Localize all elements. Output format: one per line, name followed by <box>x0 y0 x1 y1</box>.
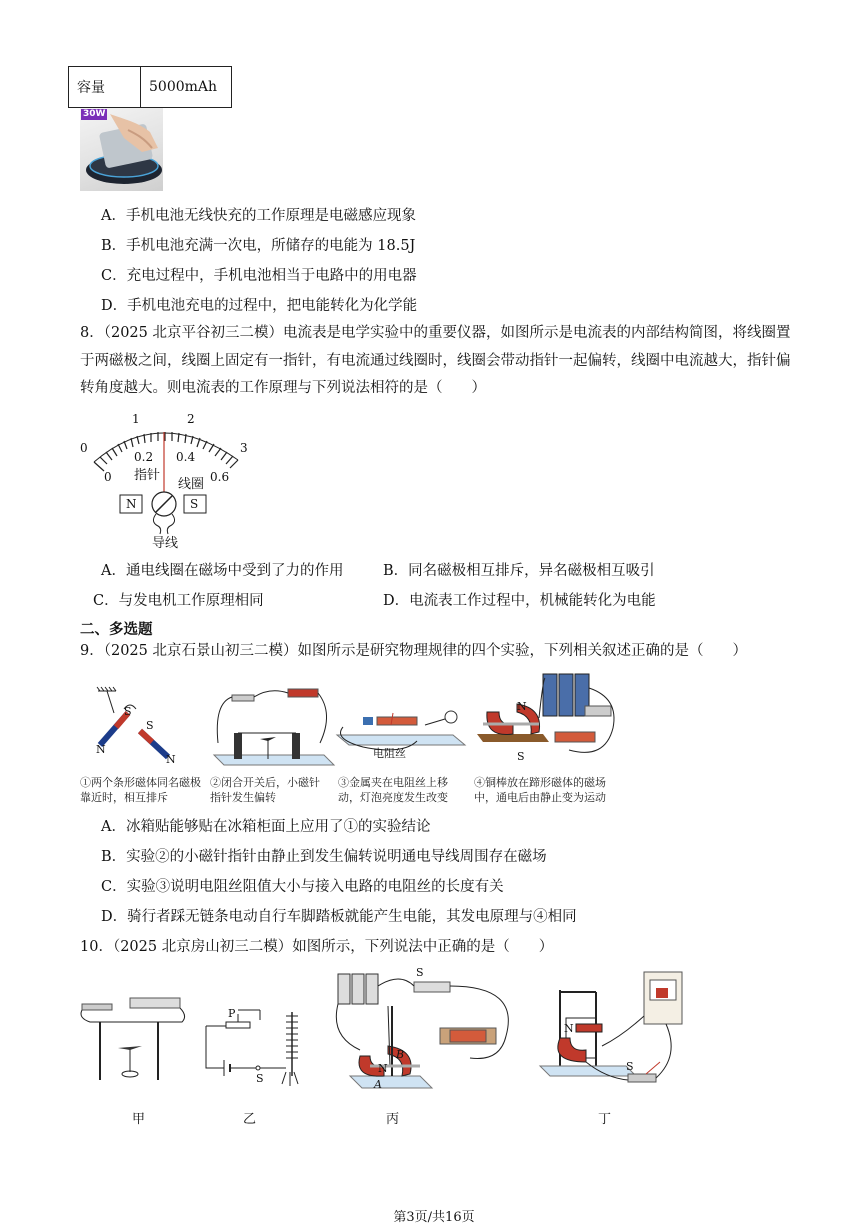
fig1-n-right: N <box>166 753 176 766</box>
q8-option-b: B．同名磁极相互排斥，异名磁极相互吸引 <box>383 563 655 579</box>
q8-stem: 8．（2025 北京平谷初三二模）电流表是电学实验中的重要仪器，如图所示是电流表的内部结构简图，将线圈置于两磁极之间，线圈上固定有一指针，有电流通过线圈时，线圈会带动指针一起偏转，线圈中电流越大，指针偏转角度越大。则电流表的工作原理与下列说法相符的是（ ） <box>80 325 791 396</box>
bing-n-label: N <box>378 1062 388 1075</box>
scale-bottom-1: 0.2 <box>134 450 154 464</box>
q9-caption-3: ③金属夹在电阻丝上移动，灯泡亮度发生改变 <box>338 776 448 804</box>
spec-table <box>68 66 232 108</box>
fig1-n-left: N <box>96 743 106 756</box>
resistor-wire-label: 电阻丝 <box>373 747 406 760</box>
q10-figure-jia <box>78 988 188 1086</box>
yi-s-label: S <box>256 1072 264 1085</box>
q9-caption-4: ④铜棒放在蹄形磁体的磁场中，通电后由静止变为运动 <box>474 776 606 804</box>
q9-stem: 9．（2025 北京石景山初三二模）如图所示是研究物理规律的四个实验，下列相关叙述正确的是（ ） <box>80 643 747 659</box>
pole-s: S <box>190 497 199 511</box>
bing-s-label: S <box>416 966 424 979</box>
wireless-charger-photo <box>80 108 163 191</box>
spec-value: 5000mAh <box>141 67 232 108</box>
q10-stem: 10．（2025 北京房山初三二模）如图所示，下列说法中正确的是（ ） <box>80 939 554 955</box>
q10-figure-ding <box>536 966 686 1096</box>
scale-top-2: 2 <box>187 412 195 426</box>
fig1-s-top: S <box>124 705 132 718</box>
q9-option-b: B．实验②的小磁针指针由静止到发生偏转说明通电导线周围存在磁场 <box>101 849 547 865</box>
ammeter-figure <box>76 410 256 552</box>
q8-option-d: D．电流表工作过程中，机械能转化为电能 <box>383 593 656 609</box>
ding-n-label: N <box>564 1022 574 1035</box>
q10-label-ding: 丁 <box>598 1112 612 1127</box>
scale-bottom-0: 0 <box>104 470 112 484</box>
q9-caption-1: ①两个条形磁体同名磁极靠近时，相互排斥 <box>80 776 201 804</box>
q10-figure-yi <box>200 1006 310 1096</box>
q10-label-yi: 乙 <box>243 1112 257 1127</box>
pointer-label: 指针 <box>134 468 161 483</box>
ding-s-label: S <box>626 1060 634 1073</box>
q9-option-a: A．冰箱贴能够贴在冰箱柜面上应用了①的实验结论 <box>101 819 431 835</box>
scale-top-1: 1 <box>132 412 140 426</box>
fig1-s-right: S <box>146 719 154 732</box>
wire-label: 导线 <box>152 536 179 551</box>
bing-b-label: B <box>396 1048 405 1061</box>
bing-a-label: A <box>374 1078 382 1091</box>
pole-n: N <box>126 497 137 511</box>
scale-top-0: 0 <box>80 441 88 455</box>
q10-label-jia: 甲 <box>132 1112 146 1127</box>
fig4-s-label: S <box>517 750 525 763</box>
q10-label-bing: 丙 <box>386 1112 400 1127</box>
q9-figure-3 <box>333 683 468 773</box>
coil-label: 线圈 <box>178 477 205 492</box>
scale-bottom-3: 0.6 <box>210 470 230 484</box>
q8-option-c: C．与发电机工作原理相同 <box>93 593 264 609</box>
scale-top-3: 3 <box>240 441 248 455</box>
spec-label: 容量 <box>69 67 141 108</box>
q7-option-d: D．手机电池充电的过程中，把电能转化为化学能 <box>101 298 418 314</box>
q9-caption-2: ②闭合开关后，小磁针指针发生偏转 <box>210 776 320 804</box>
fig4-n-label: N <box>517 700 527 713</box>
yi-p-label: P <box>228 1007 236 1020</box>
q9-figure-1 <box>80 683 205 773</box>
q9-figure-2 <box>208 683 336 773</box>
q7-option-c: C．充电过程中，手机电池相当于电路中的用电器 <box>101 268 417 284</box>
page-footer: 第3页/共16页 <box>393 1210 475 1225</box>
q7-option-b: B．手机电池充满一次电，所储存的电能为 18.5J <box>101 238 416 254</box>
q7-option-a: A．手机电池无线快充的工作原理是电磁感应现象 <box>101 208 416 224</box>
q9-option-d: D．骑行者踩无链条电动自行车脚踏板就能产生电能，其发电原理与④相同 <box>101 909 577 925</box>
q9-figure-4 <box>473 668 623 773</box>
q10-figure-bing <box>330 966 520 1096</box>
q8-option-a: A．通电线圈在磁场中受到了力的作用 <box>101 563 344 579</box>
charger-badge: 30W <box>83 109 106 119</box>
section-title: 二、多选题 <box>80 621 153 638</box>
q9-option-c: C．实验③说明电阻丝阻值大小与接入电路的电阻丝的长度有关 <box>101 879 504 895</box>
scale-bottom-2: 0.4 <box>176 450 196 464</box>
